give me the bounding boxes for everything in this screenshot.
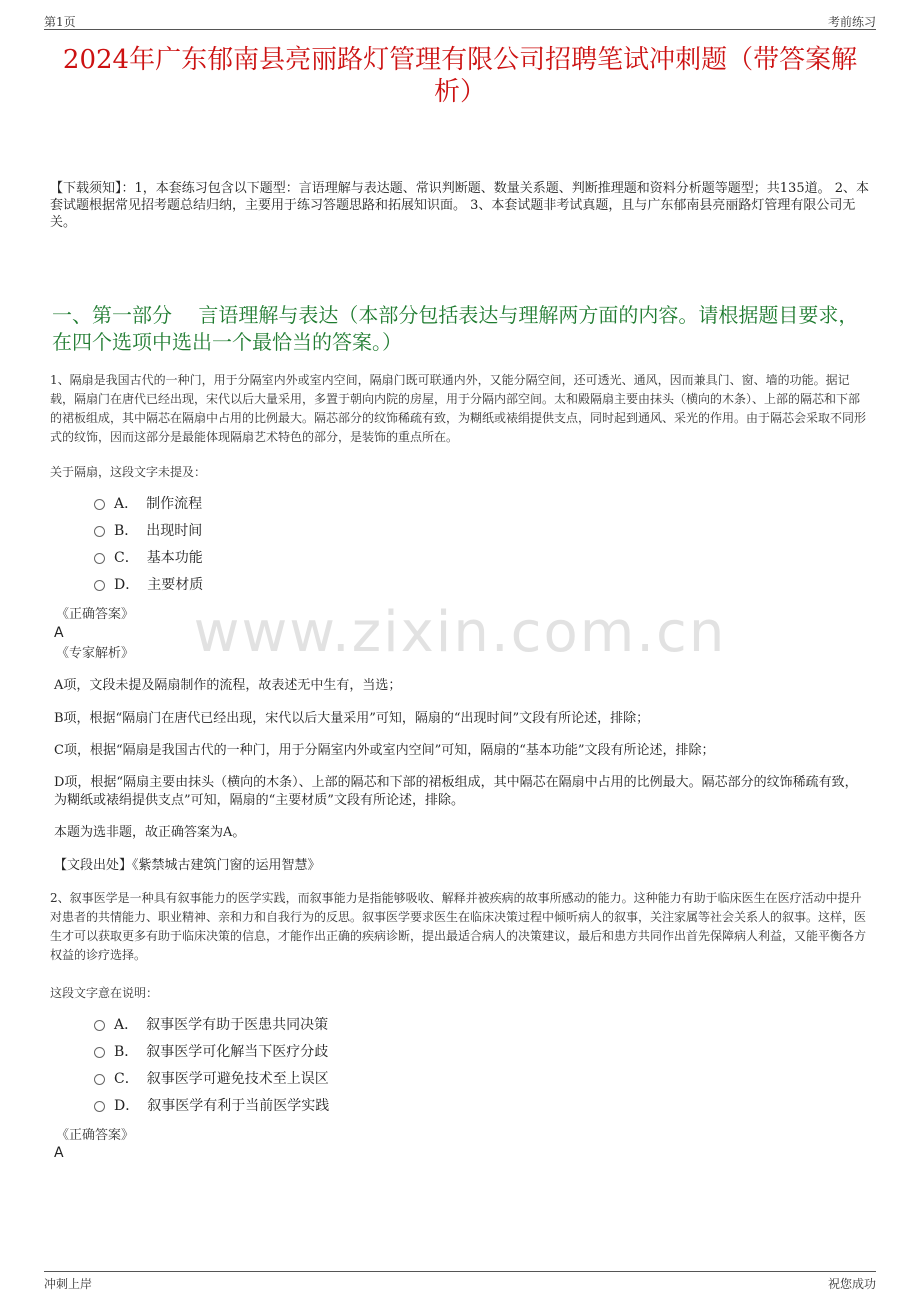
question-2-option-a[interactable]: [94, 1015, 329, 1042]
passage-source: 【文段出处】《紫禁城古建筑门窗的运用智慧》: [54, 858, 321, 873]
question-2-prompt: 这段文字意在说明：: [50, 986, 159, 1000]
question-1-option-d[interactable]: [94, 575, 203, 602]
question-1-options: [94, 494, 203, 602]
question-1-prompt: 关于隔扇，这段文字未提及：: [50, 465, 207, 479]
analysis-item-a: A项，文段未提及隔扇制作的流程，故表述无中生有，当选；: [54, 678, 402, 693]
page-header: [44, 13, 876, 30]
question-2-option-b[interactable]: [94, 1042, 329, 1069]
option-letter: C．: [114, 1071, 139, 1087]
option-text: 基本功能: [146, 550, 203, 566]
option-letter: B．: [114, 523, 139, 539]
download-notice: 【下载须知】：1，本套练习包含以下题型：言语理解与表达题、常识判断题、数量关系题、判断推理题和资料分析题等题型；共135道。 2、本套试题根据常见招考题总结归纳，主要用于练习答题思路和拓展知识面。 3、本套试题非考试真题，且与广东郁南县亮丽路灯管理有限公司无关。: [50, 181, 869, 230]
watermark: www.zixin.com.cn: [193, 600, 727, 665]
footer-right-label: 祝您成功: [827, 1277, 876, 1291]
analysis-item-d: D项，根据“隔扇主要由抹头（横向的木条）、上部的隔芯和下部的裙板组成，其中隔芯在隔扇中占用的比例最大。隔芯部分的纹饰稀疏有致，为糊纸或裱绢提供支点”可知，隔扇的“主要材质”文段有所论述，排除。: [54, 775, 858, 808]
section-title: 一、第一部分 言语理解与表达（本部分包括表达与理解两方面的内容。请根据题目要求，在四个选项中选出一个最恰当的答案。）: [52, 303, 859, 354]
question-1-option-c[interactable]: [94, 548, 203, 575]
header-label: 考前练习: [827, 15, 876, 29]
option-text: 出现时间: [146, 523, 203, 539]
radio-icon[interactable]: [94, 1047, 105, 1058]
option-letter: A．: [114, 496, 139, 512]
radio-icon[interactable]: [94, 1101, 105, 1112]
correct-answer-label: 《正确答案》: [56, 607, 135, 622]
radio-icon[interactable]: [94, 580, 105, 591]
correct-answer-label: 《正确答案》: [56, 1128, 135, 1143]
question-1-text: 1、隔扇是我国古代的一种门，用于分隔室内外或室内空间，隔扇门既可联通内外，又能分隔空间，还可透光、通风，因而兼具门、窗、墙的功能。据记载，隔扇门在唐代已经出现，宋代以后大量采用，多置于朝向内院的房屋，用于分隔内部空间。太和殿隔扇主要由抹头（横向的木条）、上部的隔芯和下部的裙板组成，其中隔芯在隔扇中占用的比例最大。隔芯部分的纹饰稀疏有致，为糊纸或裱绢提供支点，同时起到通风、采光的作用。由于隔芯会采取不同形式的纹饰，因而这部分是最能体现隔扇艺术特色的部分，是装饰的重点所在。: [50, 373, 867, 444]
option-letter: B．: [114, 1044, 139, 1060]
option-letter: A．: [114, 1017, 139, 1033]
page-number: 第1页: [44, 15, 76, 29]
option-text: 制作流程: [146, 496, 203, 512]
analysis-item-b: B项，根据“隔扇门在唐代已经出现，宋代以后大量采用”可知，隔扇的“出现时间”文段有所论述，排除；: [54, 711, 650, 726]
option-letter: D．: [114, 1098, 140, 1114]
question-1-option-a[interactable]: [94, 494, 203, 521]
expert-analysis-label: 《专家解析》: [56, 646, 135, 661]
analysis-item-c: C项，根据“隔扇是我国古代的一种门，用于分隔室内外或室内空间”可知，隔扇的“基本功能”文段有所论述，排除；: [54, 743, 715, 758]
correct-answer-value: A: [54, 625, 64, 641]
option-text: 主要材质: [147, 577, 204, 593]
radio-icon[interactable]: [94, 499, 105, 510]
option-letter: D．: [114, 577, 140, 593]
radio-icon[interactable]: [94, 526, 105, 537]
option-text: 叙事医学有利于当前医学实践: [147, 1098, 330, 1114]
option-text: 叙事医学有助于医患共同决策: [146, 1017, 329, 1033]
question-2-options: [94, 1015, 329, 1123]
footer-left-label: 冲刺上岸: [44, 1277, 93, 1291]
radio-icon[interactable]: [94, 1074, 105, 1085]
question-2-option-d[interactable]: [94, 1096, 329, 1123]
option-letter: C．: [114, 550, 139, 566]
page-footer: [44, 1271, 876, 1292]
option-text: 叙事医学可化解当下医疗分歧: [146, 1044, 329, 1060]
question-2-option-c[interactable]: [94, 1069, 329, 1096]
radio-icon[interactable]: [94, 553, 105, 564]
question-2-text: 2、叙事医学是一种具有叙事能力的医学实践，而叙事能力是指能够吸收、解释并被疾病的故事所感动的能力。这种能力有助于临床医生在医疗活动中提升对患者的共情能力、职业精神、亲和力和自我行为的反思。叙事医学要求医生在临床决策过程中倾听病人的叙事，关注家属等社会关系人的叙事。这样，医生才可以获取更多有助于临床决策的信息，才能作出正确的疾病诊断，提出最适合病人的决策建议，最后和患方共同作出首先保障病人利益，又能平衡各方权益的诊疗选择。: [50, 891, 867, 962]
correct-answer-value: A: [54, 1145, 64, 1161]
radio-icon[interactable]: [94, 1020, 105, 1031]
document-title: 2024年广东郁南县亮丽路灯管理有限公司招聘笔试冲刺题（带答案解析）: [62, 45, 858, 107]
option-text: 叙事医学可避免技术至上误区: [146, 1071, 329, 1087]
question-1-option-b[interactable]: [94, 521, 203, 548]
analysis-conclusion: 本题为选非题，故正确答案为A。: [54, 825, 246, 840]
